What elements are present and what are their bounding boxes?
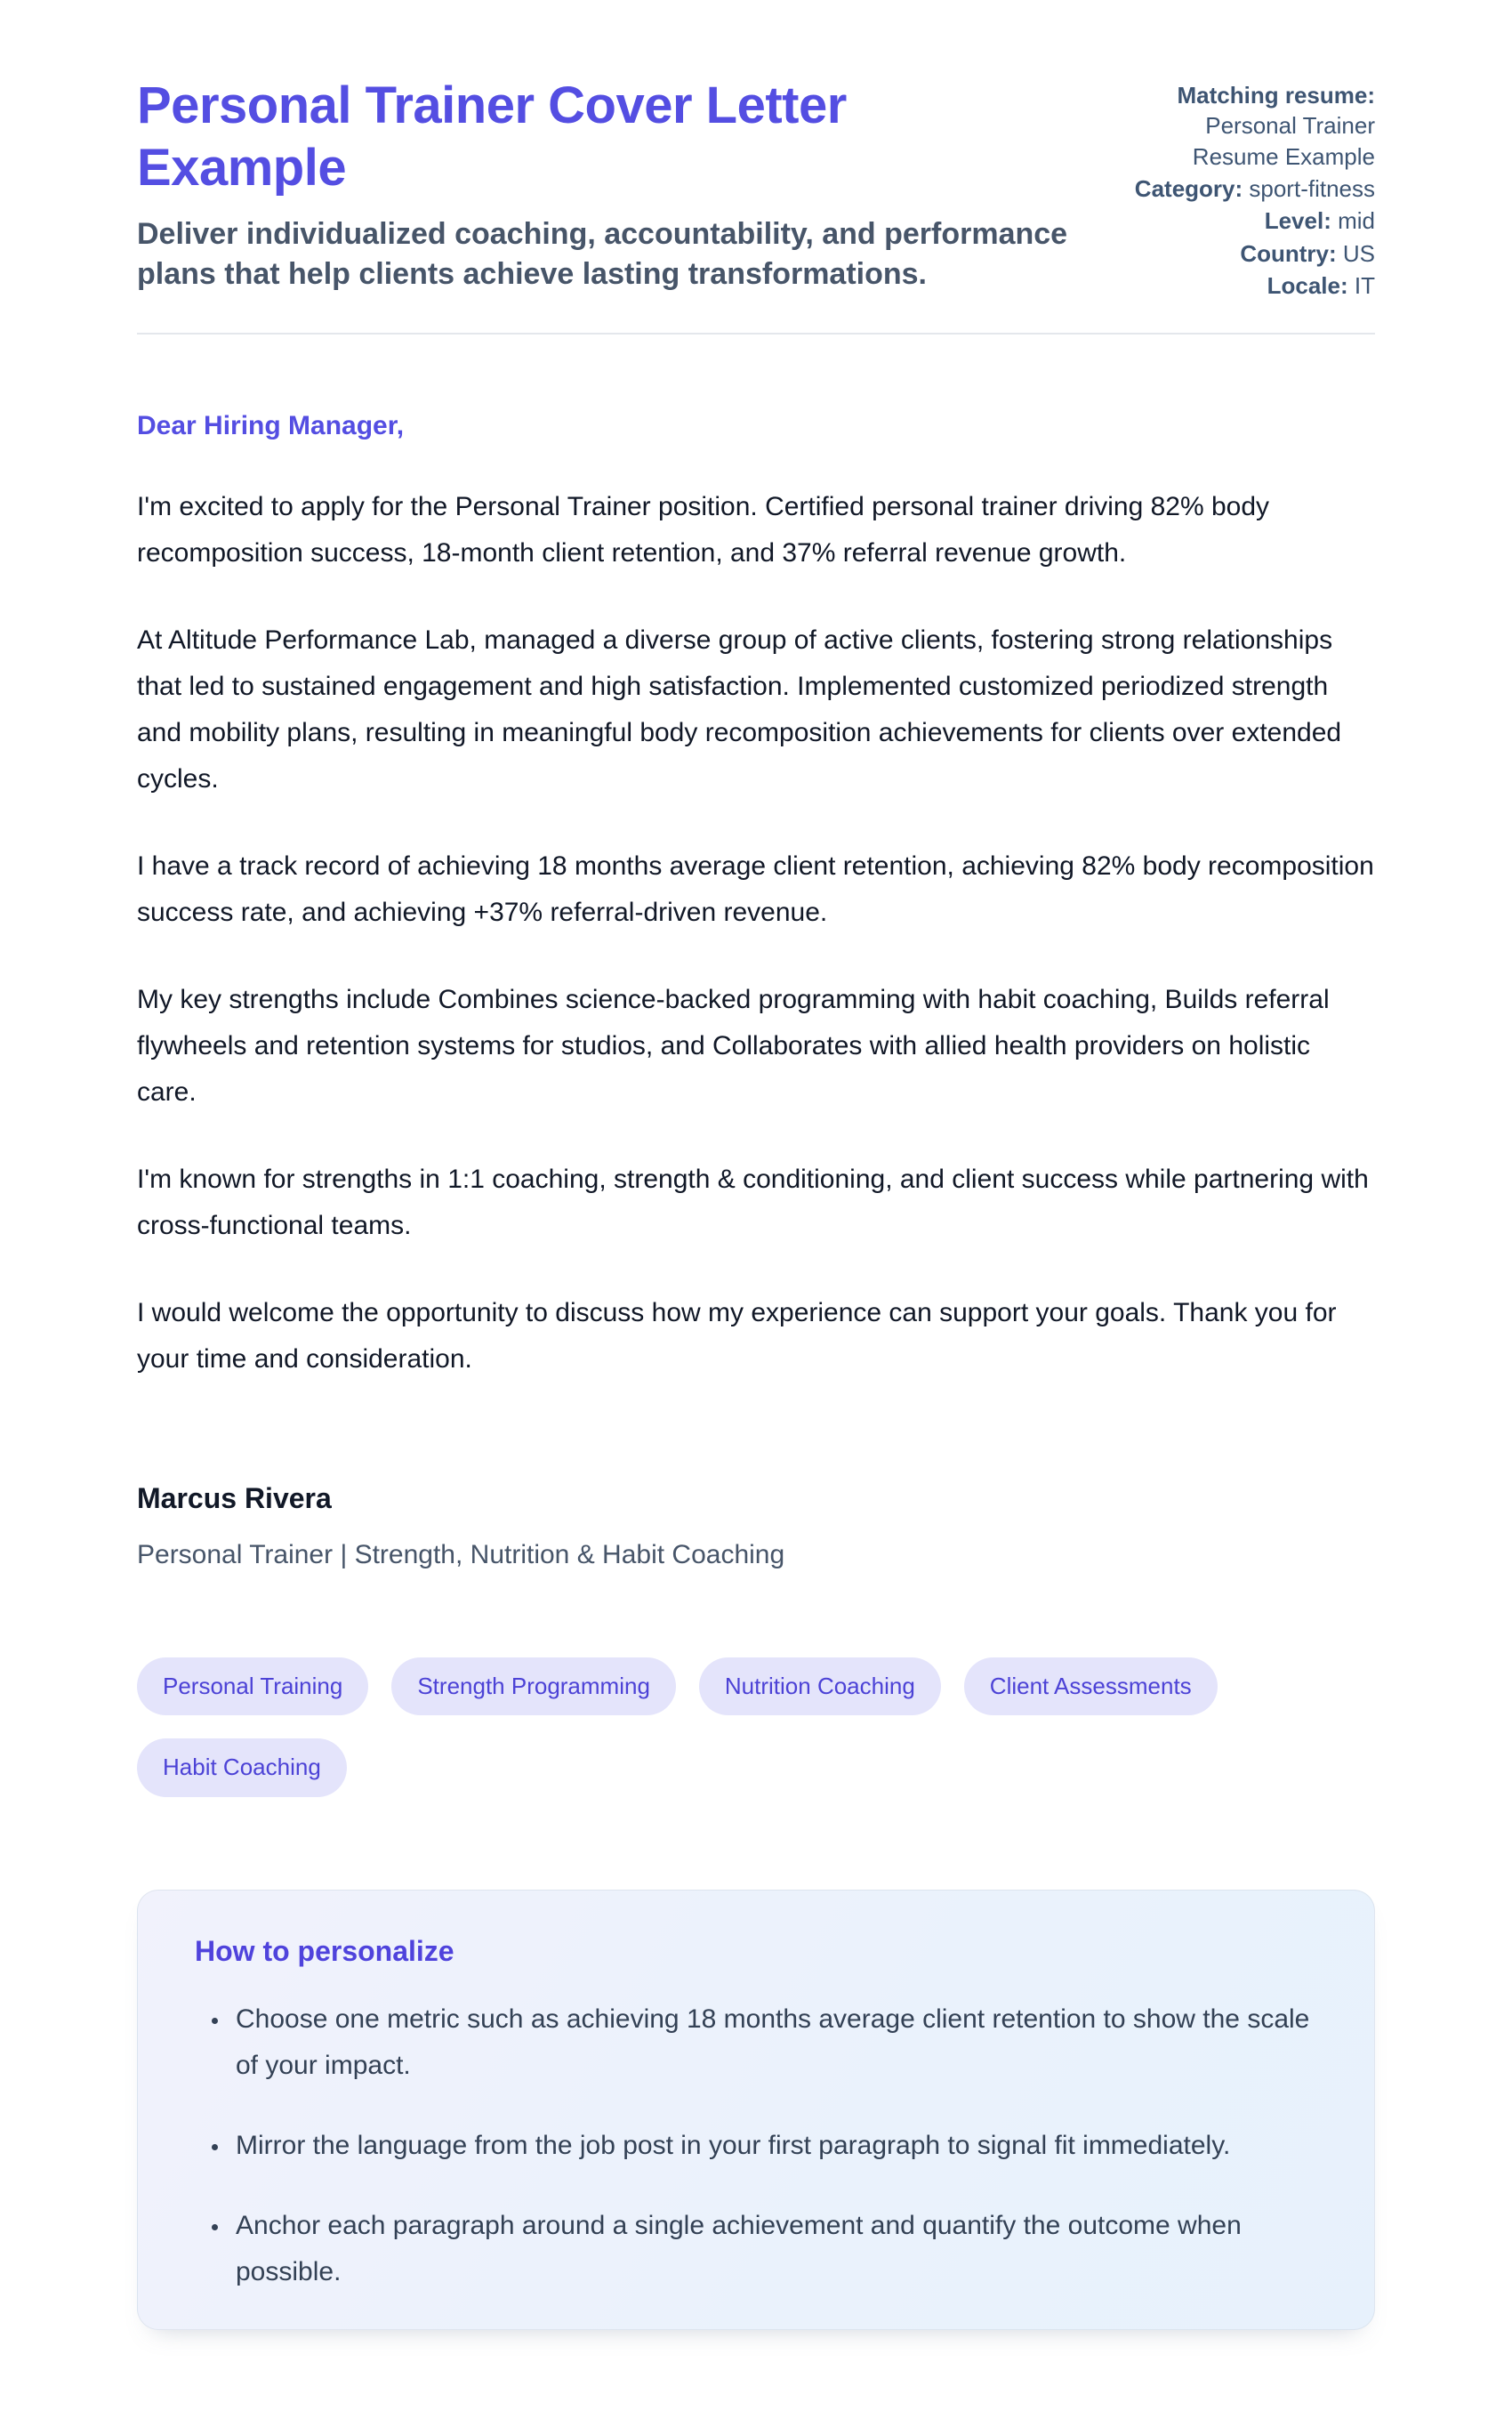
letter-paragraph: At Altitude Performance Lab, managed a diverse group of active clients, fostering strong relationships that led to sustained engagement and high satisfaction. Implemented customized periodized strength and mobility plans, resulting in meaningful body recomposition achievements for clients over extended cycles. xyxy=(137,625,1342,794)
skill-tag: Nutrition Coaching xyxy=(699,1657,941,1715)
meta-value: sport-fitness xyxy=(1249,174,1375,202)
skill-tag: Habit Coaching xyxy=(137,1738,347,1796)
skill-tag: Client Assessments xyxy=(964,1657,1218,1715)
letter-paragraph: I have a track record of achieving 18 months average client retention, achieving 82% body recomposition success rate, and achieving +37% referral-driven revenue. xyxy=(137,851,1374,928)
page-subtitle: Deliver individualized coaching, accountability, and performance plans that help clients achieve lasting transformations. xyxy=(137,217,1068,292)
tip-item: • Anchor each paragraph around a single achievement and quantify the outcome when possible. xyxy=(230,2203,1317,2295)
callout-title: How to personalize xyxy=(195,1934,454,1967)
letter-paragraph: My key strengths include Combines science-backed programming with habit coaching, Builds referral flywheels and retention systems for studios, and Collaborates with allied health providers on holistic care. xyxy=(137,985,1330,1108)
tip-item: • Choose one metric such as achieving 18 months average client retention to show the scale of your impact. xyxy=(230,1996,1317,2089)
meta-value: mid xyxy=(1338,207,1375,235)
meta-value: US xyxy=(1342,239,1375,267)
letter-paragraph: I'm known for strengths in 1:1 coaching, strength & conditioning, and client success while partnering with cross-functional teams. xyxy=(137,1165,1369,1241)
letter-paragraph: I would welcome the opportunity to discuss how my experience can support your goals. Thank you for your time and consideration. xyxy=(137,1298,1337,1375)
meta-item-level xyxy=(1133,206,1375,236)
meta-label: Locale: xyxy=(1267,271,1348,299)
page-header xyxy=(137,75,1375,302)
meta-label: Level: xyxy=(1264,207,1331,235)
meta-value: Personal Trainer Resume Example xyxy=(1192,112,1375,170)
callout-tip-list xyxy=(195,1996,1317,2295)
meta-item-country xyxy=(1133,238,1375,269)
letter-body xyxy=(137,411,1375,1570)
page-title: Personal Trainer Cover Letter Example xyxy=(137,77,847,197)
meta-value: IT xyxy=(1354,271,1375,299)
letter-greeting: Dear Hiring Manager, xyxy=(137,411,405,441)
meta-label: Matching resume: xyxy=(1177,82,1375,109)
skill-tag: Strength Programming xyxy=(391,1657,676,1715)
signature-role: Personal Trainer | Strength, Nutrition & Habit Coaching xyxy=(137,1540,785,1570)
skill-tags xyxy=(137,1657,1375,1796)
skill-tag: Personal Training xyxy=(137,1657,368,1715)
meta-item-locale xyxy=(1133,270,1375,301)
header-divider xyxy=(137,333,1375,335)
tip-item: • Mirror the language from the job post in your first paragraph to signal fit immediately. xyxy=(230,2123,1317,2169)
letter-paragraph: I'm excited to apply for the Personal Trainer position. Certified personal trainer driving 82% body recomposition success, 18-month client retention, and 37% referral revenue growth. xyxy=(137,492,1270,568)
meta-item-category xyxy=(1133,173,1375,204)
signature-name: Marcus Rivera xyxy=(137,1482,332,1515)
meta-label: Country: xyxy=(1240,239,1337,267)
resume-meta xyxy=(1133,80,1375,302)
meta-label: Category: xyxy=(1134,174,1243,202)
personalization-tips-callout xyxy=(137,1890,1375,2330)
meta-item-matching-resume xyxy=(1133,80,1375,172)
header-title-block xyxy=(137,75,1133,294)
